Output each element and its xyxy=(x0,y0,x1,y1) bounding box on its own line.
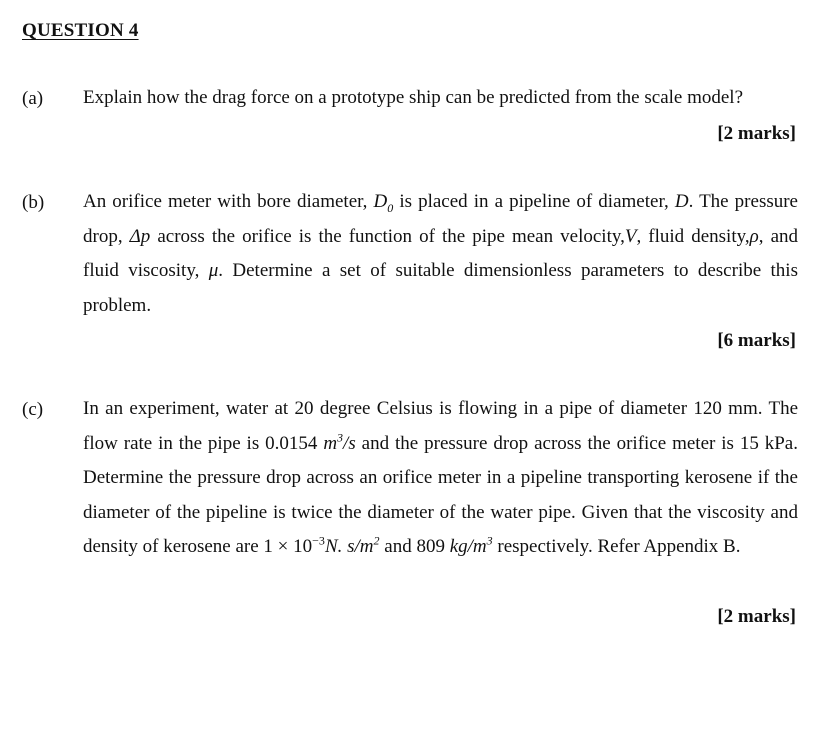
part-b-label: (b) xyxy=(22,192,45,213)
var-velocity: V xyxy=(624,225,637,247)
unit-flow-rate: $m^3/s$ xyxy=(323,430,356,454)
question-title: QUESTION 4 xyxy=(22,20,139,41)
part-b-text-1: An orifice meter with bore diameter, xyxy=(83,191,374,212)
var-pipe-diameter: D xyxy=(674,191,689,212)
part-b-text-5: , fluid density, xyxy=(636,225,750,247)
var-bore-diameter: $D_0$ xyxy=(373,191,394,215)
part-c-text-3: and 809 xyxy=(379,536,450,557)
part-c-marks: [2 marks] xyxy=(717,606,796,627)
part-c-text-4: respectively. Refer Appendix B. xyxy=(492,536,741,557)
part-b-text-6: , and fluid viscosity, xyxy=(83,225,798,281)
exponent-viscosity: −3 xyxy=(312,533,325,548)
unit-viscosity: N. $s/m^2$ xyxy=(324,533,380,557)
part-b-text-2: is placed in a pipeline of diameter, xyxy=(393,191,675,212)
var-density: ρ xyxy=(749,225,759,247)
var-viscosity: μ xyxy=(208,260,219,281)
var-pressure-drop: Δp xyxy=(129,225,151,247)
part-a-marks: [2 marks] xyxy=(717,123,796,144)
part-c-label: (c) xyxy=(22,399,44,420)
unit-density: $kg/m^3$ xyxy=(449,533,493,557)
part-b-text xyxy=(83,185,798,323)
part-c-text-1: In an experiment, water at 20 degree Celsius is flowing in a pipe of diameter 120 mm. The flow rate in the pipe is 0.0154 xyxy=(83,398,798,454)
part-a-text: Explain how the drag force on a prototype ship can be predicted from the scale model? xyxy=(83,87,744,108)
part-c-text xyxy=(83,392,798,565)
part-b-marks: [6 marks] xyxy=(717,330,796,351)
part-b-text-3: . The pressure drop, xyxy=(83,191,798,247)
part-a-label: (a) xyxy=(22,88,44,109)
part-b-text-7: . Determine a set of suitable dimensionless parameters to describe this problem. xyxy=(83,260,798,316)
part-b-text-4: across the orifice is the function of the pipe mean velocity, xyxy=(150,225,625,247)
part-c-text-2: and the pressure drop across the orifice meter is 15 kPa. Determine the pressure drop across an orifice meter in a pipeline transporting kerosene if the diameter of the pipeline is twice the diameter of the water pipe. Given that the viscosity and density of kerosene are 1 × 10 xyxy=(83,432,798,557)
